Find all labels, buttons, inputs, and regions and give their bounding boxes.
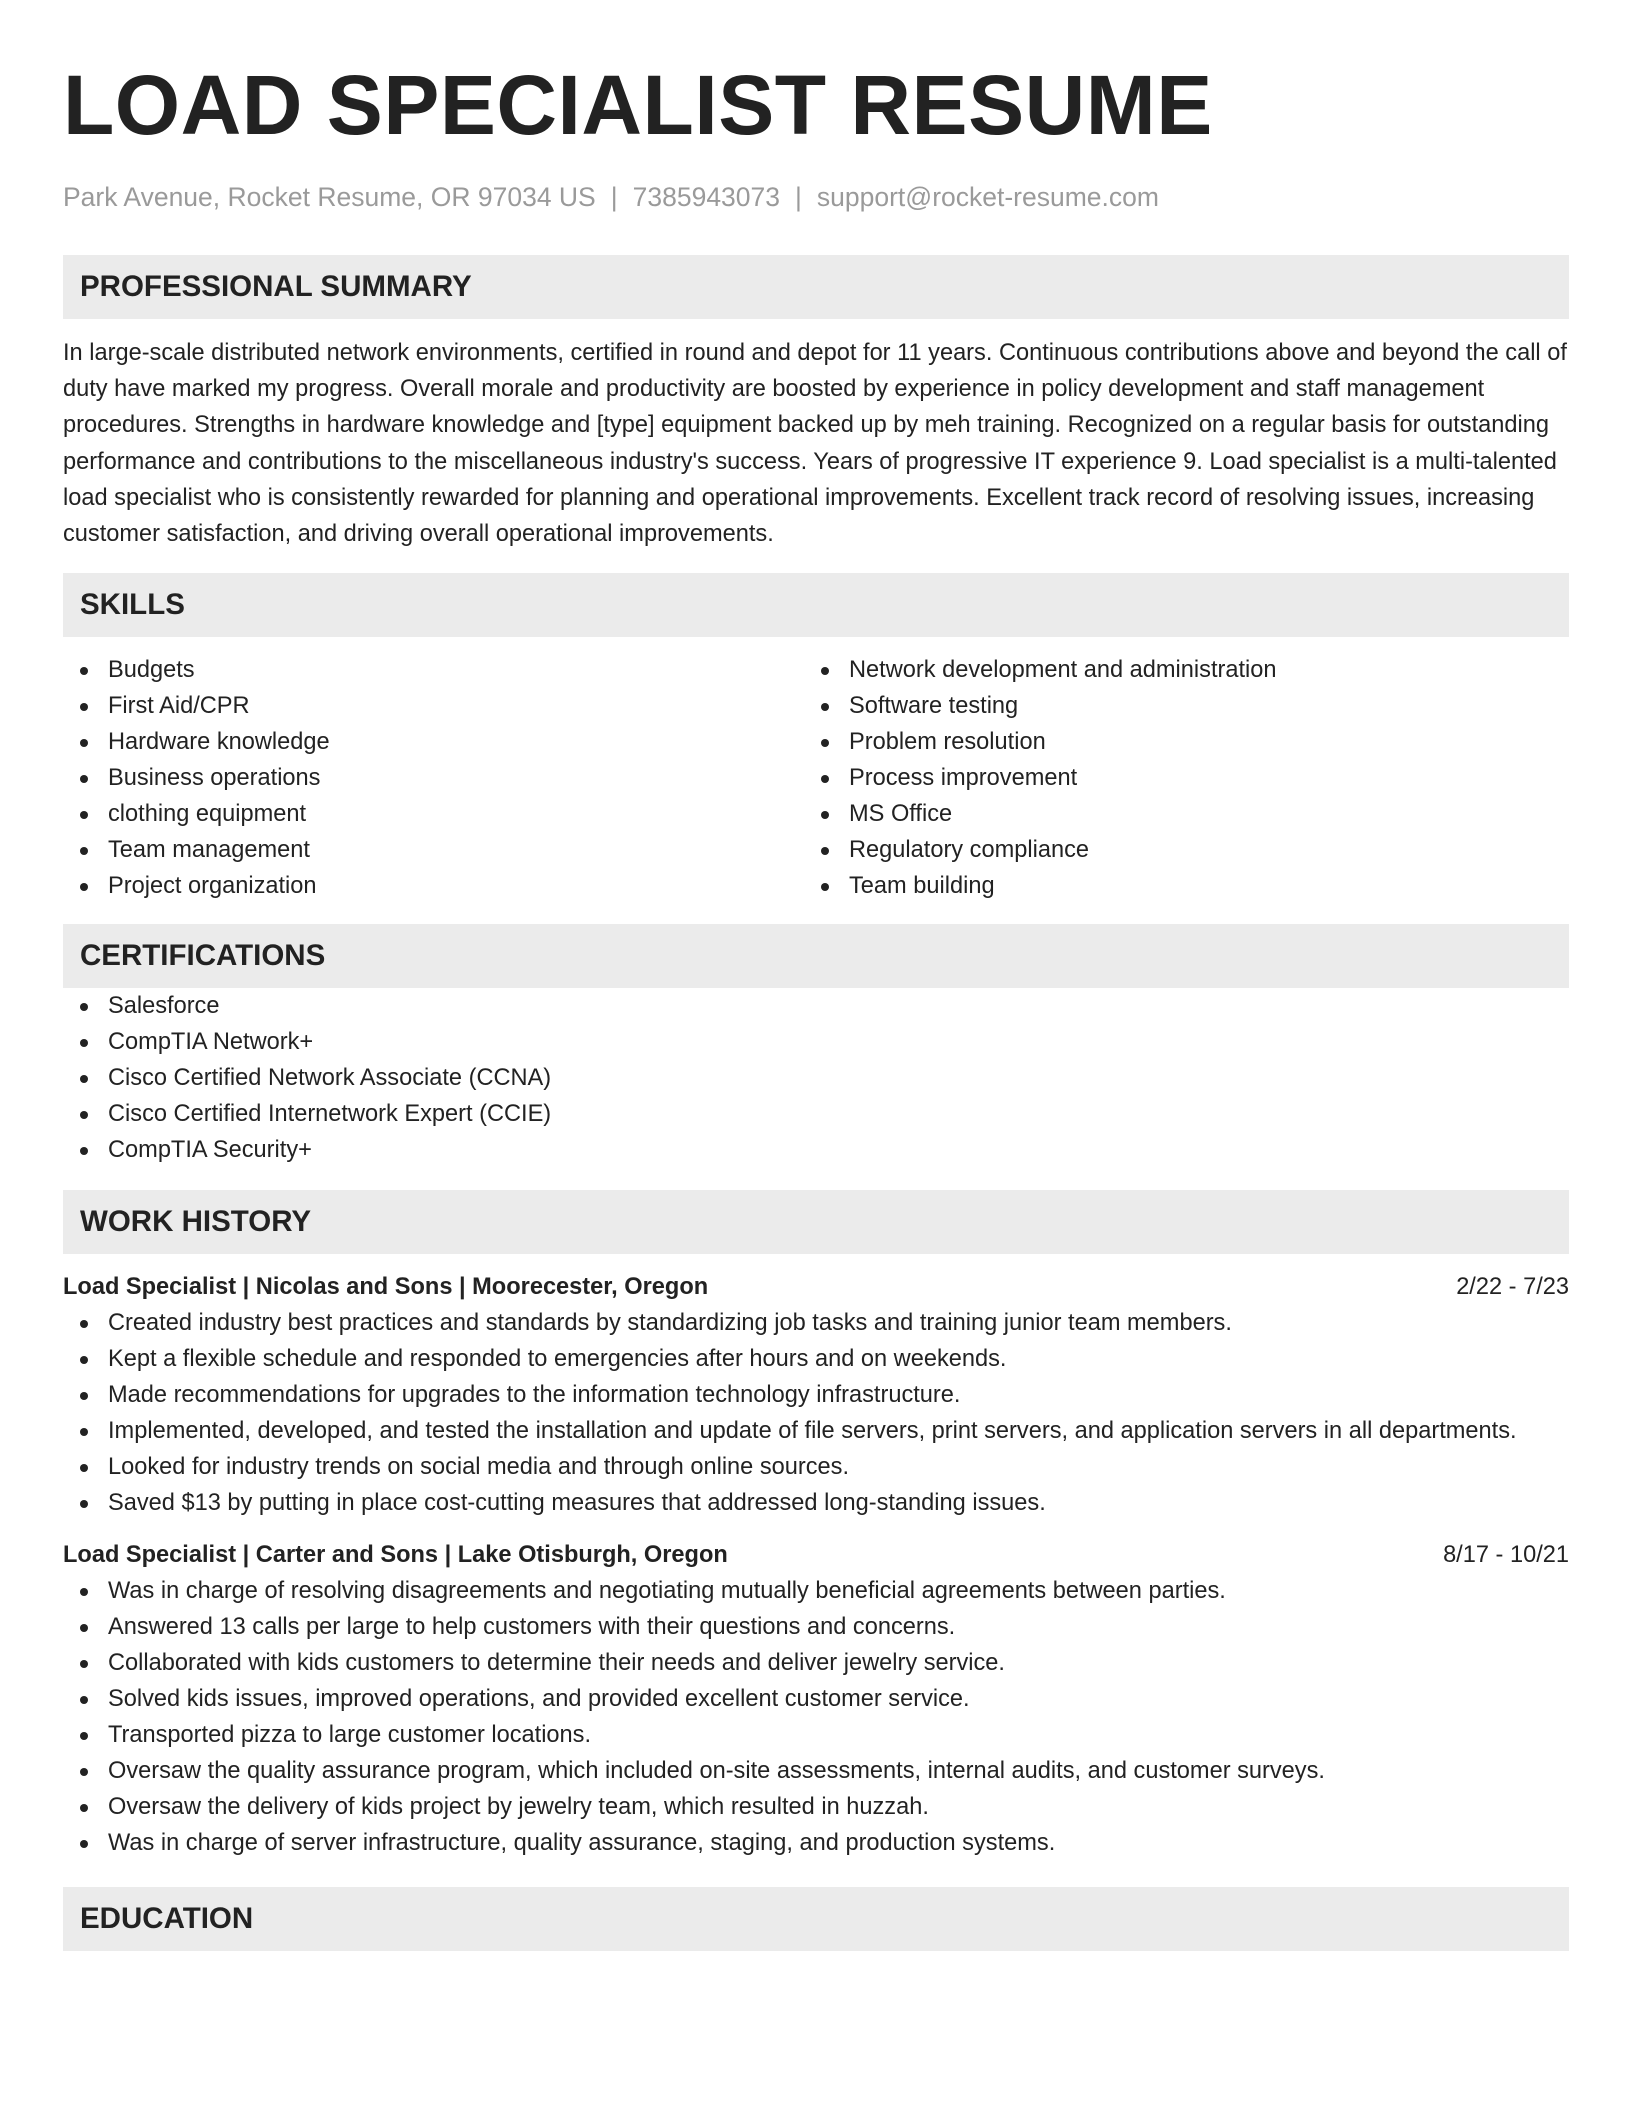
job-duty-item: Kept a flexible schedule and responded to emergencies after hours and on weekends.	[108, 1341, 1569, 1377]
work-history-heading: WORK HISTORY	[63, 1190, 1569, 1254]
skill-item: clothing equipment	[108, 796, 804, 832]
skills-heading: SKILLS	[63, 573, 1569, 637]
skills-column-right	[804, 652, 1545, 904]
certification-item: CompTIA Security+	[108, 1132, 1569, 1168]
contact-separator: |	[610, 182, 618, 212]
job-duty-item: Transported pizza to large customer locations.	[108, 1717, 1569, 1753]
skills-section	[63, 573, 1569, 904]
job-duty-item: Was in charge of resolving disagreements and negotiating mutually beneficial agreements between parties.	[108, 1573, 1569, 1609]
skill-item: Team management	[108, 832, 804, 868]
skills-list-right	[804, 652, 1545, 904]
job-header	[63, 1269, 1569, 1305]
contact-separator: |	[795, 182, 802, 212]
job-duty-item: Created industry best practices and standards by standardizing job tasks and training junior team members.	[108, 1305, 1569, 1341]
certification-item: Cisco Certified Network Associate (CCNA)	[108, 1060, 1569, 1096]
contact-email: support@rocket-resume.com	[816, 182, 1159, 212]
job-title: Load Specialist | Nicolas and Sons | Moorecester, Oregon	[63, 1274, 709, 1301]
job-duty-item: Answered 13 calls per large to help customers with their questions and concerns.	[108, 1609, 1569, 1645]
skill-item: Network development and administration	[849, 652, 1545, 688]
certifications-list	[63, 988, 1569, 1168]
job-duty-item: Solved kids issues, improved operations, and provided excellent customer service.	[108, 1681, 1569, 1717]
summary-text: In large-scale distributed network environments, certified in round and depot for 11 years. Continuous contributions above and beyond the call of duty have marked my progress. Overall morale and productivity are boosted by experience in policy development and staff management procedures. Strengths in hardware knowledge and [type] equipment backed up by meh training. Recognized on a regular basis for outstanding performance and contributions to the miscellaneous industry's success. Years of progressive IT experience 9. Load specialist is a multi-talented load specialist who is consistently rewarded for planning and operational improvements. Excellent track record of resolving issues, increasing customer satisfaction, and driving overall operational improvements.	[63, 340, 1567, 548]
certification-item: Cisco Certified Internetwork Expert (CCIE)	[108, 1096, 1569, 1132]
job-entry	[63, 1537, 1569, 1861]
job-duty-item: Oversaw the quality assurance program, which included on-site assessments, internal audits, and customer surveys.	[108, 1753, 1569, 1789]
work-history-section	[63, 1190, 1569, 1861]
skill-item: Project organization	[108, 868, 804, 904]
summary-section	[63, 255, 1569, 552]
skill-item: Software testing	[849, 688, 1545, 724]
job-header	[63, 1537, 1569, 1573]
skill-item: First Aid/CPR	[108, 688, 804, 724]
skills-list-left	[63, 652, 804, 904]
education-section	[63, 1887, 1569, 1951]
resume-title: LOAD SPECIALIST RESUME	[63, 58, 1213, 152]
job-duty-item: Made recommendations for upgrades to the information technology infrastructure.	[108, 1377, 1569, 1413]
certification-item: CompTIA Network+	[108, 1024, 1569, 1060]
job-duties-list	[63, 1573, 1569, 1861]
skill-item: Process improvement	[849, 760, 1545, 796]
contact-address: Park Avenue, Rocket Resume, OR 97034 US	[63, 182, 596, 212]
job-duty-item: Looked for industry trends on social media and through online sources.	[108, 1449, 1569, 1485]
job-title: Load Specialist | Carter and Sons | Lake Otisburgh, Oregon	[63, 1542, 728, 1569]
certification-item: Salesforce	[108, 988, 1569, 1024]
job-duty-item: Was in charge of server infrastructure, quality assurance, staging, and production systems.	[108, 1825, 1569, 1861]
job-dates: 2/22 - 7/23	[1456, 1274, 1569, 1301]
job-duties-list	[63, 1305, 1569, 1521]
skill-item: Budgets	[108, 652, 804, 688]
skill-item: Hardware knowledge	[108, 724, 804, 760]
skill-item: MS Office	[849, 796, 1545, 832]
contact-phone: 7385943073	[632, 182, 781, 212]
job-duty-item: Oversaw the delivery of kids project by jewelry team, which resulted in huzzah.	[108, 1789, 1569, 1825]
skill-item: Problem resolution	[849, 724, 1545, 760]
education-heading: EDUCATION	[63, 1887, 1569, 1951]
job-duty-item: Saved $13 by putting in place cost-cutting measures that addressed long-standing issues.	[108, 1485, 1569, 1521]
skill-item: Business operations	[108, 760, 804, 796]
summary-heading: PROFESSIONAL SUMMARY	[63, 255, 1569, 319]
skill-item: Regulatory compliance	[849, 832, 1545, 868]
certifications-section	[63, 924, 1569, 1168]
certifications-heading: CERTIFICATIONS	[63, 924, 1569, 988]
skills-column-left	[63, 652, 804, 904]
job-duty-item: Collaborated with kids customers to determine their needs and deliver jewelry service.	[108, 1645, 1569, 1681]
skills-grid	[63, 652, 1569, 904]
contact-line	[63, 179, 1569, 215]
job-duty-item: Implemented, developed, and tested the installation and update of file servers, print servers, and application servers in all departments.	[108, 1413, 1569, 1449]
job-dates: 8/17 - 10/21	[1443, 1542, 1569, 1569]
skill-item: Team building	[849, 868, 1545, 904]
job-entry	[63, 1269, 1569, 1521]
